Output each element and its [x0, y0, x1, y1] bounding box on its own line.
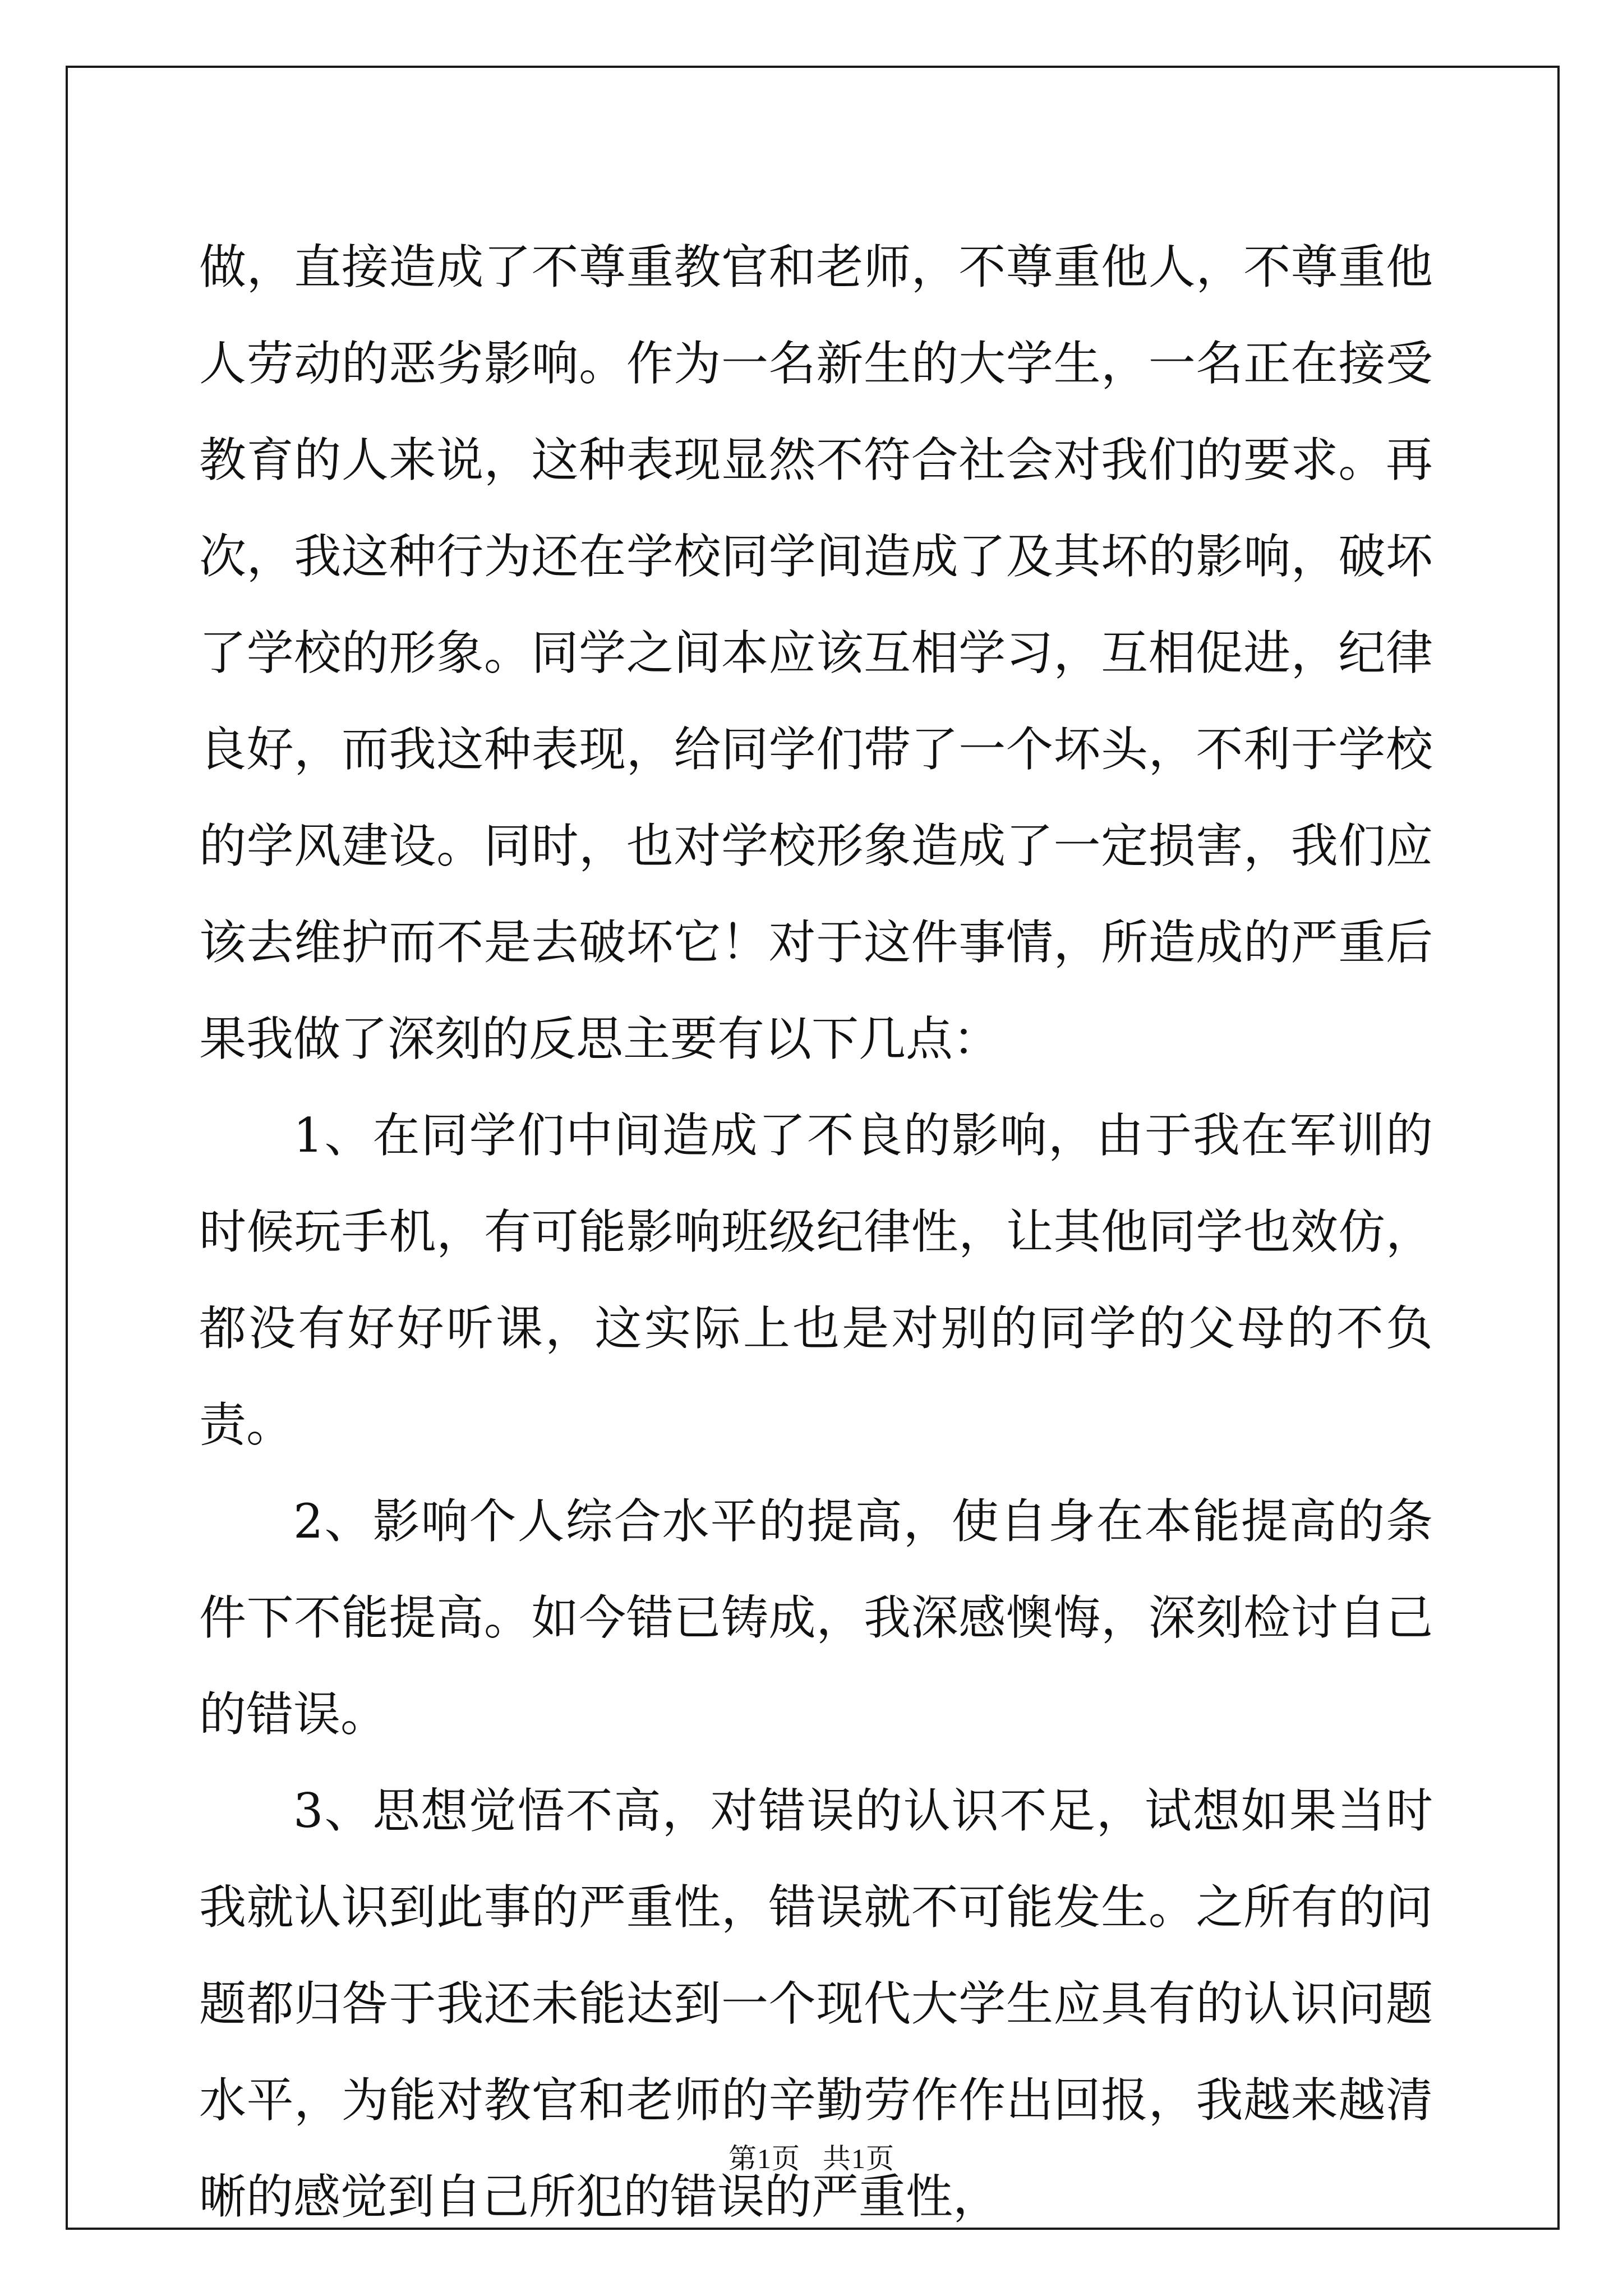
- paragraph-point-2: 2、影响个人综合水平的提高，使自身在本能提高的条件下不能提高。如今错已铸成，我深感懊悔，深刻检讨自己的错误。: [199, 1494, 1433, 1742]
- page-number: 第1页: [728, 2143, 800, 2174]
- paragraph-continuation: 做，直接造成了不尊重教官和老师，不尊重他人，不尊重他人劳动的恶劣影响。作为一名新生的大学生，一名正在接受教育的人来说，这种表现显然不符合社会对我们的要求。再次，我这种行为还在学校同学间造成了及其坏的影响，破坏了学校的形象。同学之间本应该互相学习，互相促进，纪律良好，而我这种表现，给同学们带了一个坏头，不利于学校的学风建设。同时，也对学校形象造成了一定损害，我们应该去维护而不是去破坏它！对于这件事情，所造成的严重后果我做了深刻的反思主要有以下几点：: [199, 240, 1433, 1066]
- page-footer: [0, 2136, 1623, 2177]
- page-total: 共1页: [823, 2143, 895, 2174]
- document-body: [199, 219, 1433, 2245]
- paragraph-point-3: 3、思想觉悟不高，对错误的认识不足，试想如果当时我就认识到此事的严重性，错误就不可能发生。之所有的问题都归咎于我还未能达到一个现代大学生应具有的认识问题水平，为能对教官和老师的辛勤劳作作出回报，我越来越清晰的感觉到自己所犯的错误的严重性，: [199, 1783, 1433, 2224]
- paragraph-point-1: 1、在同学们中间造成了不良的影响，由于我在军训的时候玩手机，有可能影响班级纪律性，让其他同学也效仿，都没有好好听课，这实际上也是对别的同学的父母的不负责。: [199, 1108, 1433, 1452]
